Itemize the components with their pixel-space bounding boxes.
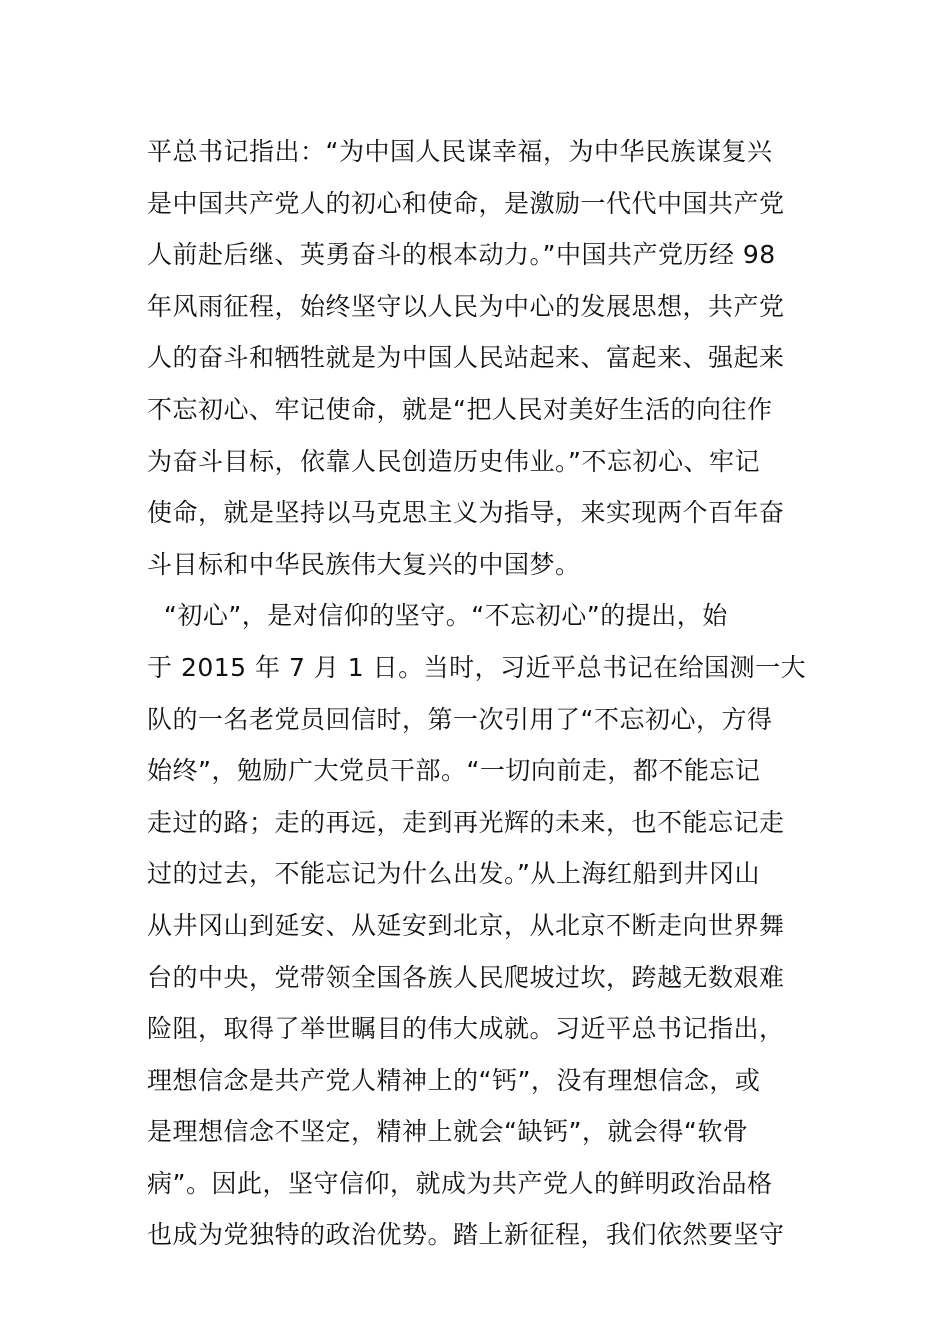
text-line: 平总书记指出：“为中国人民谋幸福，为中华民族谋复兴 bbox=[147, 137, 773, 166]
text-line: “初心”，是对信仰的坚守。“不忘初心”的提出，始 bbox=[147, 601, 728, 631]
text-line: 也成为党独特的政治优势。踏上新征程，我们依然要坚守 bbox=[147, 1220, 785, 1250]
text-line: 过的过去，不能忘记为什么出发。”从上海红船到井冈山 bbox=[147, 859, 760, 889]
body-text bbox=[147, 126, 827, 1261]
text-line: 于 2015 年 7 月 1 日。当时，习近平总书记在给国测一大 bbox=[147, 652, 807, 682]
text-line: 台的中央，党带领全国各族人民爬坡过坎，跨越无数艰难 bbox=[147, 962, 785, 992]
text-line: 理想信念是共产党人精神上的“钙”，没有理想信念，或 bbox=[147, 1065, 761, 1095]
text-line: 人前赴后继、英勇奋斗的根本动力。”中国共产党历经 98 bbox=[147, 240, 776, 270]
text-line: 年风雨征程，始终坚守以人民为中心的发展思想，共产党 bbox=[147, 291, 785, 321]
text-line: 始终”，勉励广大党员干部。“一切向前走，都不能忘记 bbox=[147, 756, 761, 786]
text-line: 险阻，取得了举世瞩目的伟大成就。习近平总书记指出， bbox=[147, 1014, 785, 1044]
text-line: 斗目标和中华民族伟大复兴的中国梦。 bbox=[147, 549, 581, 579]
text-line: 不忘初心、牢记使命，就是“把人民对美好生活的向往作 bbox=[147, 394, 773, 424]
text-line: 人的奋斗和牺牲就是为中国人民站起来、富起来、强起来 bbox=[147, 343, 785, 373]
text-line: 走过的路；走的再远，走到再光辉的未来，也不能忘记走 bbox=[147, 807, 785, 837]
text-line: 病”。因此，坚守信仰，就成为共产党人的鲜明政治品格 bbox=[147, 1168, 773, 1198]
text-line: 是理想信念不坚定，精神上就会“缺钙”，就会得“软骨 bbox=[147, 1117, 749, 1147]
text-line: 为奋斗目标，依靠人民创造历史伟业。”不忘初心、牢记 bbox=[147, 446, 760, 476]
text-line: 从井冈山到延安、从延安到北京，从北京不断走向世界舞 bbox=[147, 910, 785, 940]
text-line: 使命，就是坚持以马克思主义为指导，来实现两个百年奋 bbox=[147, 498, 785, 528]
text-line: 队的一名老党员回信时，第一次引用了“不忘初心，方得 bbox=[147, 704, 773, 734]
text-line: 是中国共产党人的初心和使命，是激励一代代中国共产党 bbox=[147, 188, 785, 218]
